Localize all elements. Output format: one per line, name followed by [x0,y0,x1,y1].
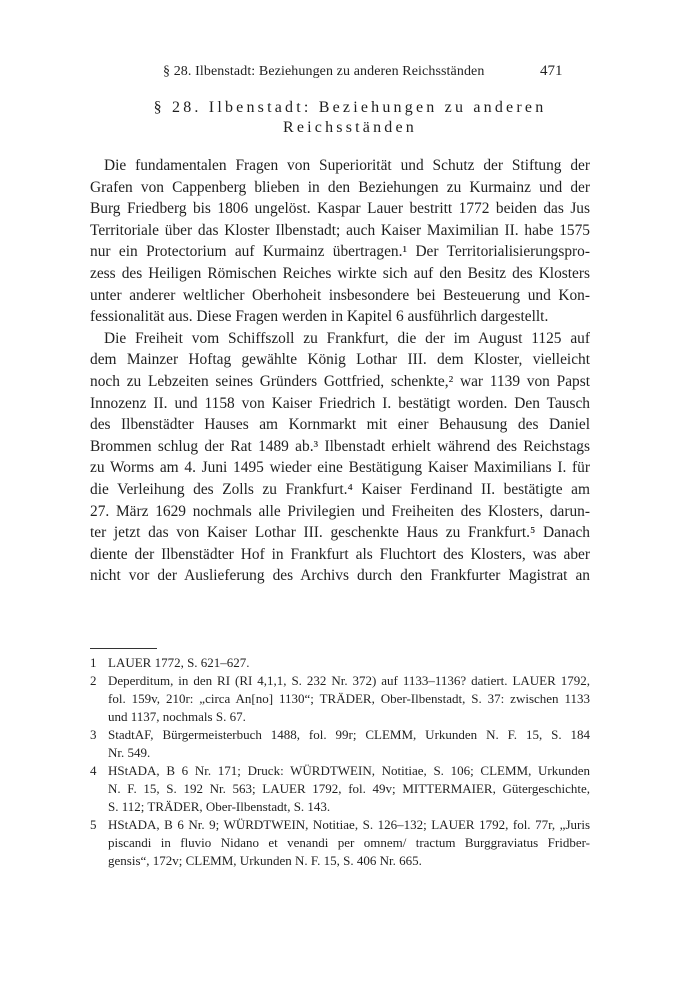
paragraph [90,328,590,587]
footnote-line: N. F. 15, S. 192 Nr. 563; LAUER 1792, fol. 49v; MITTERMAIER, Gütergeschichte, [108,781,590,796]
text-line: dem Mainzer Hoftag gewählte König Lothar III. dem Kloster, vielleicht [90,351,590,369]
footnote [90,762,590,816]
footnotes [90,654,590,870]
section-title-line-2: Reichsständen [282,119,418,136]
text-line: 27. März 1629 nochmals alle Privilegien und Freiheiten des Klosters, darun- [90,502,590,520]
footnote-rule [90,648,157,649]
text-line: des Ilbenstädter Hauses am Kornmarkt mit einer Behausung des Daniel [90,416,590,434]
text-line: zu Worms am 4. Juni 1495 wieder eine Bestätigung Kaiser Maximilians I. für [90,459,590,477]
text-line: Die fundamentalen Fragen von Superiorität und Schutz der Stiftung der [104,157,590,174]
footnote-line: Deperditum, in den RI (RI 4,1,1, S. 232 Nr. 372) auf 1133–1136? datiert. LAUER 1792, [108,673,590,688]
footnote-line: piscandi in fluvio Nidano et venandi per omnem/ tractum Burggraviatus Fridber- [108,835,590,850]
footnote-line: StadtAF, Bürgermeisterbuch 1488, fol. 99r; CLEMM, Urkunden N. F. 15, S. 184 [108,727,590,742]
text-line: fessionalität aus. Diese Fragen werden in Kapitel 6 ausführlich dargestellt. [90,308,549,326]
text-line: Die Freiheit vom Schiffszoll zu Frankfurt, die der im August 1125 auf [104,329,590,347]
text-line: Territoriale über das Kloster Ilbenstadt; auch Kaiser Maximilian II. habe 1575 [90,221,590,239]
page-number: 471 [540,63,563,79]
footnote-line: und 1137, nochmals S. 67. [108,709,246,724]
footnote-number: 5 [90,817,97,832]
text-line: ter jetzt das von Kaiser Lothar III. geschenkte Haus zu Frankfurt.⁵ Danach [90,524,590,542]
footnote [90,654,590,672]
text-line: nur ein Protectorium auf Kurmainz übertragen.¹ Der Territorialisierungspro- [90,243,590,261]
text-line: unter anderer weltlicher Oberhoheit insbesondere bei Besteuerung und Kon- [90,286,590,304]
footnote-number: 3 [90,727,97,742]
footnote-line: HStADA, B 6 Nr. 171; Druck: WÜRDTWEIN, Notitiae, S. 106; CLEMM, Urkunden [108,763,590,778]
footnote [90,816,590,870]
text-line: noch zu Lebzeiten seines Gründers Gottfried, schenkte,² war 1139 von Papst [90,372,590,390]
text-line: Burg Friedberg bis 1806 ungelöst. Kaspar Lauer bestritt 1772 beiden das Jus [90,200,590,218]
footnote [90,726,590,762]
footnote-line: LAUER 1772, S. 621–627. [108,655,250,670]
footnote-line: fol. 159v, 210r: „circa An[no] 1130“; TRÄDER, Ober-Ilbenstadt, S. 37: zwischen 1133 [108,691,590,706]
section-title-line-1: § 28. Ilbenstadt: Beziehungen zu anderen [153,99,547,116]
text-line: diente der Ilbenstädter Hof in Frankfurt als Fluchtort des Klosters, was aber [90,545,590,563]
running-header: § 28. Ilbenstadt: Beziehungen zu anderen Reichsständen [163,64,485,79]
footnote-number: 4 [90,763,97,778]
footnote-number: 2 [90,673,97,688]
footnote-line: HStADA, B 6 Nr. 9; WÜRDTWEIN, Notitiae, S. 126–132; LAUER 1792, fol. 77r, „Juris [108,817,590,832]
footnote [90,672,590,726]
section-title [90,98,610,138]
footnote-line: Nr. 549. [108,745,151,760]
text-line: Innozenz II. und 1158 von Kaiser Friedrich I. bestätigt worden. Den Tausch [90,394,590,412]
text-line: Grafen von Cappenberg blieben in den Beziehungen zu Kurmainz und der [90,178,590,196]
footnote-number: 1 [90,655,97,670]
text-line: nicht vor der Auslieferung des Archivs durch den Frankfurter Magistrat an [90,567,590,585]
text-line: Brommen schlug der Rat 1489 ab.³ Ilbenstadt erhielt während des Reichstags [90,437,590,455]
body-text [90,155,590,587]
footnote-line: gensis“, 172v; CLEMM, Urkunden N. F. 15, S. 406 Nr. 665. [108,853,422,868]
paragraph [90,155,590,328]
text-line: zess des Heiligen Römischen Reiches wirkte sich auf den Besitz des Klosters [90,264,590,282]
footnote-line: S. 112; TRÄDER, Ober-Ilbenstadt, S. 143. [108,799,331,814]
text-line: die Verleihung des Zolls zu Frankfurt.⁴ Kaiser Ferdinand II. bestätigte am [90,480,590,498]
